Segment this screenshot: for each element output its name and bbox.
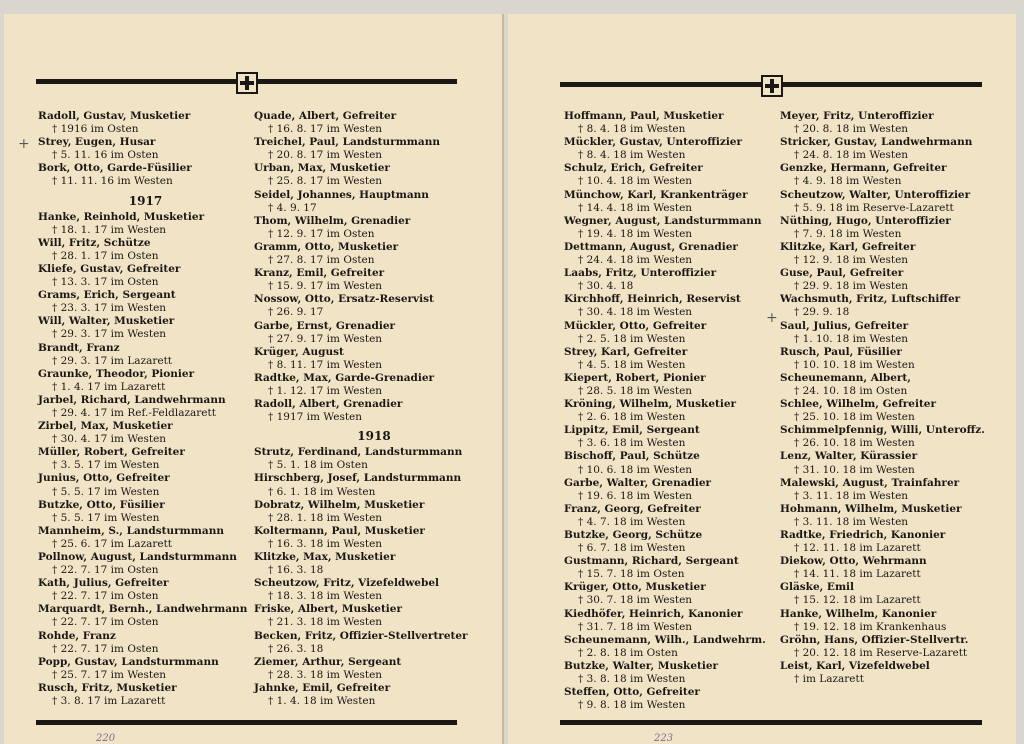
casualty-entry bbox=[38, 289, 253, 315]
death-record: † 15. 9. 17 im Westen bbox=[268, 280, 383, 293]
death-record: † 1916 im Osten bbox=[52, 123, 139, 136]
casualty-entry bbox=[38, 551, 253, 577]
death-record: † 10. 10. 18 im Westen bbox=[794, 358, 915, 371]
year-heading: 1917 bbox=[128, 193, 163, 208]
death-record: † 3. 6. 18 im Westen bbox=[578, 437, 686, 450]
casualty-entry bbox=[564, 634, 779, 660]
death-record: † 5. 5. 17 im Westen bbox=[52, 511, 160, 524]
casualty-entry bbox=[38, 472, 253, 498]
casualty-entry bbox=[564, 267, 779, 293]
casualty-name: Jarbel, Richard, Landwehrmann bbox=[38, 393, 226, 406]
casualty-name: Scheutzow, Fritz, Vizefeldwebel bbox=[254, 577, 440, 590]
casualty-entry bbox=[780, 529, 1014, 555]
casualty-name: Koltermann, Paul, Musketier bbox=[254, 524, 425, 537]
casualty-entry bbox=[38, 237, 253, 263]
casualty-name: Zirbel, Max, Musketier bbox=[38, 420, 173, 433]
casualty-name: Meyer, Fritz, Unteroffizier bbox=[780, 110, 934, 122]
death-record: † 20. 8. 17 im Westen bbox=[268, 149, 383, 162]
casualty-entry bbox=[780, 215, 1014, 241]
casualty-entry bbox=[254, 551, 494, 577]
casualty-entry bbox=[564, 503, 779, 529]
death-record: † 28. 1. 17 im Osten bbox=[52, 249, 159, 262]
casualty-name: Radoll, Albert, Grenadier bbox=[254, 398, 403, 411]
casualty-name: Rusch, Paul, Füsilier bbox=[780, 345, 902, 358]
death-record: † 31. 7. 18 im Westen bbox=[578, 620, 693, 633]
casualty-entry bbox=[564, 529, 779, 555]
casualty-entry bbox=[780, 450, 1014, 476]
casualty-entry bbox=[564, 293, 779, 319]
casualty-name: Radoll, Gustav, Musketier bbox=[38, 110, 191, 122]
casualty-name: Radtke, Max, Garde-Grenadier bbox=[254, 371, 435, 384]
death-record: † 26. 10. 18 im Westen bbox=[794, 437, 915, 450]
casualty-entry bbox=[254, 136, 494, 162]
casualty-entry bbox=[780, 346, 1014, 372]
casualty-name: Lippitz, Emil, Sergeant bbox=[564, 424, 700, 437]
casualty-entry bbox=[254, 110, 494, 136]
casualty-name: Kirchhoff, Heinrich, Reservist bbox=[564, 293, 741, 306]
death-record: † 22. 7. 17 im Osten bbox=[52, 642, 159, 655]
casualty-entry bbox=[564, 398, 779, 424]
casualty-entry bbox=[564, 424, 779, 450]
casualty-entry bbox=[38, 499, 253, 525]
death-record: † 16. 3. 18 bbox=[268, 564, 324, 577]
death-record: † 25. 10. 18 im Westen bbox=[794, 411, 915, 424]
casualty-name: Wachsmuth, Fritz, Luftschiffer bbox=[780, 293, 961, 306]
casualty-entry bbox=[564, 660, 779, 686]
death-record: † 30. 4. 18 im Westen bbox=[578, 306, 693, 319]
casualty-entry bbox=[38, 342, 253, 368]
death-record: † 22. 7. 17 im Osten bbox=[52, 590, 159, 603]
casualty-entry bbox=[254, 472, 494, 498]
casualty-name: Brandt, Franz bbox=[38, 341, 120, 354]
casualty-name: Urban, Max, Musketier bbox=[254, 162, 390, 175]
casualty-name: Kliefe, Gustav, Gefreiter bbox=[38, 262, 181, 275]
casualty-entry bbox=[780, 660, 1014, 686]
casualty-name: Garbe, Ernst, Grenadier bbox=[254, 319, 396, 332]
casualty-entry bbox=[780, 477, 1014, 503]
death-record: † 3. 8. 17 im Lazarett bbox=[52, 695, 166, 708]
casualty-name: Schlee, Wilhelm, Gefreiter bbox=[780, 398, 937, 411]
casualty-name: Seidel, Johannes, Hauptmann bbox=[254, 188, 429, 201]
casualty-name: Kröning, Wilhelm, Musketier bbox=[564, 398, 737, 411]
casualty-entry bbox=[780, 267, 1014, 293]
casualty-entry bbox=[254, 320, 494, 346]
death-record: † 25. 8. 17 im Westen bbox=[268, 175, 383, 188]
casualty-name: Jahnke, Emil, Gefreiter bbox=[254, 681, 391, 694]
casualty-entry bbox=[254, 499, 494, 525]
casualty-entry bbox=[780, 398, 1014, 424]
casualty-name: Hanke, Reinhold, Musketier bbox=[38, 210, 205, 223]
death-record: † 24. 4. 18 im Westen bbox=[578, 254, 693, 267]
death-record: † 26. 9. 17 bbox=[268, 306, 324, 319]
death-record: † 28. 1. 18 im Westen bbox=[268, 511, 383, 524]
casualty-name: Kiepert, Robert, Pionier bbox=[564, 371, 706, 384]
casualty-name: Ziemer, Arthur, Sergeant bbox=[254, 655, 402, 668]
death-record: † 3. 8. 18 im Westen bbox=[578, 673, 686, 686]
death-record: † 18. 3. 18 im Westen bbox=[268, 590, 383, 603]
casualty-name: Treichel, Paul, Landsturmmann bbox=[254, 136, 440, 149]
death-record: † 22. 7. 17 im Osten bbox=[52, 616, 159, 629]
casualty-entry bbox=[254, 656, 494, 682]
death-record: † 10. 4. 18 im Westen bbox=[578, 175, 693, 188]
casualty-entry bbox=[780, 136, 1014, 162]
casualty-entry bbox=[38, 656, 253, 682]
casualty-name: Steffen, Otto, Gefreiter bbox=[564, 686, 700, 699]
casualty-name: Junius, Otto, Gefreiter bbox=[38, 472, 170, 485]
casualty-entry bbox=[564, 608, 779, 634]
left-page-column-2 bbox=[254, 110, 494, 708]
death-record: † 19. 12. 18 im Krankenhaus bbox=[794, 620, 947, 633]
casualty-name: Popp, Gustav, Landsturmmann bbox=[38, 655, 219, 668]
casualty-entry bbox=[780, 320, 1014, 346]
casualty-entry bbox=[780, 503, 1014, 529]
death-record: † 8. 4. 18 im Westen bbox=[578, 123, 686, 136]
casualty-name: Butzke, Walter, Musketier bbox=[564, 659, 719, 672]
header-rule-right bbox=[783, 82, 982, 87]
casualty-entry bbox=[254, 346, 494, 372]
casualty-name: Müller, Robert, Gefreiter bbox=[38, 446, 185, 459]
casualty-entry bbox=[564, 320, 779, 346]
right-page bbox=[508, 14, 1016, 744]
casualty-entry bbox=[38, 368, 253, 394]
death-record: † 19. 4. 18 im Westen bbox=[578, 227, 693, 240]
casualty-entry bbox=[780, 581, 1014, 607]
death-record: † 4. 5. 18 im Westen bbox=[578, 358, 686, 371]
casualty-name: Scheunemann, Albert, bbox=[780, 371, 911, 384]
casualty-entry bbox=[780, 189, 1014, 215]
footer-rule bbox=[36, 720, 457, 725]
death-record: † 7. 9. 18 im Westen bbox=[794, 227, 902, 240]
death-record: † 5. 9. 18 im Reserve-Lazarett bbox=[794, 201, 954, 214]
casualty-name: Genzke, Hermann, Gefreiter bbox=[780, 162, 947, 175]
casualty-name: Hoffmann, Paul, Musketier bbox=[564, 110, 724, 122]
casualty-entry bbox=[254, 189, 494, 215]
casualty-name: Butzke, Otto, Füsilier bbox=[38, 498, 165, 511]
death-record: † 20. 12. 18 im Reserve-Lazarett bbox=[794, 646, 968, 659]
casualty-name: Gröhn, Hans, Offizier-Stellvertr. bbox=[780, 633, 969, 646]
casualty-entry bbox=[38, 136, 253, 162]
death-record: † 28. 3. 18 im Westen bbox=[268, 668, 383, 681]
casualty-entry bbox=[254, 577, 494, 603]
death-record: † 8. 4. 18 im Westen bbox=[578, 149, 686, 162]
death-record: † 1. 12. 17 im Westen bbox=[268, 384, 383, 397]
death-record: † 23. 3. 17 im Westen bbox=[52, 302, 167, 315]
death-record: † 24. 8. 18 im Westen bbox=[794, 149, 909, 162]
casualty-entry bbox=[564, 555, 779, 581]
footer-rule bbox=[560, 720, 982, 725]
casualty-entry bbox=[780, 555, 1014, 581]
casualty-entry bbox=[254, 630, 494, 656]
death-record: † 16. 8. 17 im Westen bbox=[268, 123, 383, 136]
casualty-name: Will, Walter, Musketier bbox=[38, 315, 175, 328]
casualty-entry bbox=[564, 189, 779, 215]
death-record: † 4. 9. 17 bbox=[268, 201, 317, 214]
casualty-entry bbox=[254, 241, 494, 267]
casualty-name: Becken, Fritz, Offizier-Stellvertreter bbox=[254, 629, 468, 642]
casualty-name: Mannheim, S., Landsturmmann bbox=[38, 524, 224, 537]
casualty-name: Krüger, Otto, Musketier bbox=[564, 581, 706, 594]
casualty-name: Diekow, Otto, Wehrmann bbox=[780, 555, 927, 568]
death-record: † 2. 5. 18 im Westen bbox=[578, 332, 686, 345]
death-record: † 2. 6. 18 im Westen bbox=[578, 411, 686, 424]
casualty-name: Hohmann, Wilhelm, Musketier bbox=[780, 502, 962, 515]
casualty-name: Rohde, Franz bbox=[38, 629, 116, 642]
casualty-name: Gläske, Emil bbox=[780, 581, 855, 594]
death-record: † 15. 7. 18 im Osten bbox=[578, 568, 685, 581]
casualty-entry bbox=[38, 211, 253, 237]
casualty-name: Krüger, August bbox=[254, 345, 344, 358]
page-number: 223 bbox=[654, 733, 674, 744]
casualty-name: Dobratz, Wilhelm, Musketier bbox=[254, 498, 425, 511]
death-record: † 1917 im Westen bbox=[268, 411, 363, 424]
iron-cross-icon bbox=[236, 72, 258, 94]
casualty-entry bbox=[780, 241, 1014, 267]
death-record: † 26. 3. 18 bbox=[268, 642, 324, 655]
header-rule-left bbox=[36, 79, 236, 84]
death-record: † 25. 7. 17 im Westen bbox=[52, 668, 167, 681]
death-record: † 4. 7. 18 im Westen bbox=[578, 515, 686, 528]
death-record: † 29. 3. 17 im Westen bbox=[52, 328, 167, 341]
casualty-name: Bork, Otto, Garde-Füsilier bbox=[38, 162, 192, 175]
casualty-entry bbox=[564, 215, 779, 241]
casualty-name: Quade, Albert, Gefreiter bbox=[254, 110, 397, 122]
death-record: † 11. 11. 16 im Westen bbox=[52, 175, 173, 188]
casualty-name: Grams, Erich, Sergeant bbox=[38, 289, 176, 302]
casualty-entry bbox=[564, 346, 779, 372]
casualty-name: Friske, Albert, Musketier bbox=[254, 603, 402, 616]
death-record: † 27. 8. 17 im Osten bbox=[268, 254, 375, 267]
casualty-entry bbox=[38, 162, 253, 188]
casualty-name: Butzke, Georg, Schütze bbox=[564, 529, 703, 541]
casualty-entry bbox=[780, 372, 1014, 398]
death-record: † 21. 3. 18 im Westen bbox=[268, 616, 383, 629]
casualty-name: Lenz, Walter, Kürassier bbox=[780, 450, 918, 463]
death-record: † 1. 10. 18 im Westen bbox=[794, 332, 909, 345]
left-page-column-1 bbox=[38, 110, 253, 708]
casualty-name: Bischoff, Paul, Schütze bbox=[564, 450, 700, 463]
death-record: † 14. 4. 18 im Westen bbox=[578, 201, 693, 214]
casualty-entry bbox=[564, 686, 779, 712]
casualty-name: Scheutzow, Walter, Unteroffizier bbox=[780, 188, 971, 201]
casualty-name: Nüthing, Hugo, Unteroffizier bbox=[780, 214, 951, 227]
casualty-entry bbox=[564, 372, 779, 398]
death-record: † 10. 6. 18 im Westen bbox=[578, 463, 693, 476]
death-record: † 1. 4. 17 im Lazarett bbox=[52, 380, 166, 393]
death-record: † 6. 7. 18 im Westen bbox=[578, 542, 686, 555]
death-record: † 29. 4. 17 im Ref.-Feldlazarett bbox=[52, 406, 216, 419]
casualty-entry bbox=[564, 450, 779, 476]
casualty-entry bbox=[254, 525, 494, 551]
casualty-entry bbox=[38, 420, 253, 446]
casualty-entry bbox=[780, 424, 1014, 450]
casualty-name: Kiedhöfer, Heinrich, Kanonier bbox=[564, 607, 743, 620]
casualty-name: Klitzke, Max, Musketier bbox=[254, 551, 396, 563]
casualty-entry bbox=[254, 162, 494, 188]
casualty-name: Saul, Julius, Gefreiter bbox=[780, 319, 909, 332]
casualty-name: Rusch, Fritz, Musketier bbox=[38, 681, 177, 694]
casualty-entry bbox=[254, 446, 494, 472]
casualty-name: Thom, Wilhelm, Grenadier bbox=[254, 214, 411, 227]
casualty-name: Graunke, Theodor, Pionier bbox=[38, 367, 195, 380]
death-record: † 20. 8. 18 im Westen bbox=[794, 123, 909, 136]
casualty-name: Radtke, Friedrich, Kanonier bbox=[780, 529, 946, 541]
casualty-entry bbox=[254, 372, 494, 398]
casualty-entry bbox=[38, 263, 253, 289]
death-record: † 16. 3. 18 im Westen bbox=[268, 537, 383, 550]
left-page bbox=[4, 14, 504, 744]
death-record: † 9. 8. 18 im Westen bbox=[578, 699, 686, 712]
death-record: † im Lazarett bbox=[794, 673, 864, 686]
casualty-name: Marquardt, Bernh., Landwehrmann bbox=[38, 603, 248, 616]
casualty-name: Stricker, Gustav, Landwehrmann bbox=[780, 136, 973, 149]
casualty-entry bbox=[38, 682, 253, 708]
death-record: † 5. 1. 18 im Osten bbox=[268, 459, 368, 472]
casualty-name: Hanke, Wilhelm, Kanonier bbox=[780, 607, 937, 620]
death-record: † 14. 11. 18 im Lazarett bbox=[794, 568, 921, 581]
casualty-name: Garbe, Walter, Grenadier bbox=[564, 476, 712, 489]
casualty-entry bbox=[38, 577, 253, 603]
casualty-entry bbox=[564, 136, 779, 162]
casualty-entry bbox=[780, 608, 1014, 634]
casualty-entry bbox=[780, 293, 1014, 319]
casualty-entry bbox=[38, 630, 253, 656]
year-heading: 1918 bbox=[357, 429, 391, 444]
casualty-name: Laabs, Fritz, Unteroffizier bbox=[564, 267, 717, 280]
casualty-name: Mückler, Otto, Gefreiter bbox=[564, 319, 707, 332]
casualty-name: Strey, Karl, Gefreiter bbox=[564, 345, 688, 358]
death-record: † 30. 4. 18 bbox=[578, 280, 634, 293]
death-record: † 13. 3. 17 im Osten bbox=[52, 276, 159, 289]
casualty-name: Gustmann, Richard, Sergeant bbox=[564, 555, 739, 568]
death-record: † 30. 4. 17 im Westen bbox=[52, 433, 167, 446]
casualty-entry bbox=[38, 525, 253, 551]
casualty-name: Dettmann, August, Grenadier bbox=[564, 240, 738, 253]
casualty-entry bbox=[254, 293, 494, 319]
death-record: † 8. 11. 17 im Westen bbox=[268, 358, 383, 371]
right-page-column-2 bbox=[780, 110, 1014, 686]
death-record: † 3. 11. 18 im Westen bbox=[794, 515, 909, 528]
casualty-name: Will, Fritz, Schütze bbox=[38, 236, 151, 249]
handwritten-cross-mark: + bbox=[766, 310, 778, 326]
casualty-name: Kath, Julius, Gefreiter bbox=[38, 577, 169, 590]
death-record: † 15. 12. 18 im Lazarett bbox=[794, 594, 921, 607]
casualty-entry bbox=[564, 162, 779, 188]
iron-cross-icon bbox=[761, 75, 783, 97]
casualty-name: Strutz, Ferdinand, Landsturmmann bbox=[254, 446, 463, 459]
death-record: † 29. 3. 17 im Lazarett bbox=[52, 354, 173, 367]
death-record: † 29. 9. 18 bbox=[794, 306, 850, 319]
casualty-entry bbox=[564, 110, 779, 136]
death-record: † 29. 9. 18 im Westen bbox=[794, 280, 909, 293]
death-record: † 5. 11. 16 im Osten bbox=[52, 149, 159, 162]
casualty-name: Pollnow, August, Landsturmmann bbox=[38, 551, 237, 563]
death-record: † 12. 11. 18 im Lazarett bbox=[794, 542, 921, 555]
death-record: † 18. 1. 17 im Westen bbox=[52, 223, 167, 236]
casualty-entry bbox=[254, 398, 494, 424]
death-record: † 12. 9. 18 im Westen bbox=[794, 254, 909, 267]
casualty-name: Guse, Paul, Gefreiter bbox=[780, 267, 904, 280]
death-record: † 5. 5. 17 im Westen bbox=[52, 485, 160, 498]
death-record: † 22. 7. 17 im Osten bbox=[52, 564, 159, 577]
casualty-entry bbox=[254, 682, 494, 708]
casualty-name: Kranz, Emil, Gefreiter bbox=[254, 267, 385, 280]
casualty-name: Leist, Karl, Vizefeldwebel bbox=[780, 659, 930, 672]
casualty-name: Nossow, Otto, Ersatz-Reservist bbox=[254, 293, 434, 306]
page-number: 220 bbox=[96, 733, 116, 744]
death-record: † 24. 10. 18 im Osten bbox=[794, 384, 908, 397]
casualty-entry bbox=[564, 477, 779, 503]
death-record: † 3. 5. 17 im Westen bbox=[52, 459, 160, 472]
casualty-name: Gramm, Otto, Musketier bbox=[254, 240, 399, 253]
right-page-column-1 bbox=[564, 110, 779, 712]
casualty-name: Münchow, Karl, Krankenträger bbox=[564, 188, 748, 201]
death-record: † 19. 6. 18 im Westen bbox=[578, 489, 693, 502]
casualty-entry bbox=[38, 110, 253, 136]
death-record: † 12. 9. 17 im Osten bbox=[268, 227, 375, 240]
header-rule-left bbox=[560, 82, 761, 87]
death-record: † 31. 10. 18 im Westen bbox=[794, 463, 915, 476]
death-record: † 28. 5. 18 im Westen bbox=[578, 384, 693, 397]
death-record: † 1. 4. 18 im Westen bbox=[268, 695, 376, 708]
casualty-name: Mückler, Gustav, Unteroffizier bbox=[564, 136, 743, 149]
casualty-name: Wegner, August, Landsturmmann bbox=[564, 214, 762, 227]
casualty-entry bbox=[780, 110, 1014, 136]
death-record: † 27. 9. 17 im Westen bbox=[268, 332, 383, 345]
casualty-entry bbox=[564, 241, 779, 267]
death-record: † 4. 9. 18 im Westen bbox=[794, 175, 902, 188]
handwritten-cross-mark: + bbox=[18, 136, 30, 152]
casualty-entry bbox=[38, 446, 253, 472]
death-record: † 2. 8. 18 im Osten bbox=[578, 646, 678, 659]
casualty-entry bbox=[564, 581, 779, 607]
casualty-entry bbox=[254, 267, 494, 293]
casualty-name: Schulz, Erich, Gefreiter bbox=[564, 162, 703, 175]
death-record: † 6. 1. 18 im Westen bbox=[268, 485, 376, 498]
death-record: † 30. 7. 18 im Westen bbox=[578, 594, 693, 607]
header-rule-right bbox=[258, 79, 457, 84]
death-record: † 3. 11. 18 im Westen bbox=[794, 489, 909, 502]
casualty-name: Hirschberg, Josef, Landsturmmann bbox=[254, 472, 462, 485]
casualty-entry bbox=[254, 603, 494, 629]
casualty-entry bbox=[38, 603, 253, 629]
casualty-name: Schimmelpfennig, Willi, Unteroffz. bbox=[780, 424, 985, 437]
casualty-name: Klitzke, Karl, Gefreiter bbox=[780, 240, 916, 253]
casualty-entry bbox=[254, 215, 494, 241]
casualty-name: Strey, Eugen, Husar bbox=[38, 136, 156, 149]
casualty-entry bbox=[780, 162, 1014, 188]
casualty-name: Franz, Georg, Gefreiter bbox=[564, 502, 701, 515]
death-record: † 25. 6. 17 im Lazarett bbox=[52, 537, 173, 550]
casualty-name: Scheunemann, Wilh., Landwehrm. bbox=[564, 633, 766, 646]
casualty-entry bbox=[38, 315, 253, 341]
casualty-entry bbox=[38, 394, 253, 420]
casualty-entry bbox=[780, 634, 1014, 660]
casualty-name: Malewski, August, Trainfahrer bbox=[780, 476, 960, 489]
